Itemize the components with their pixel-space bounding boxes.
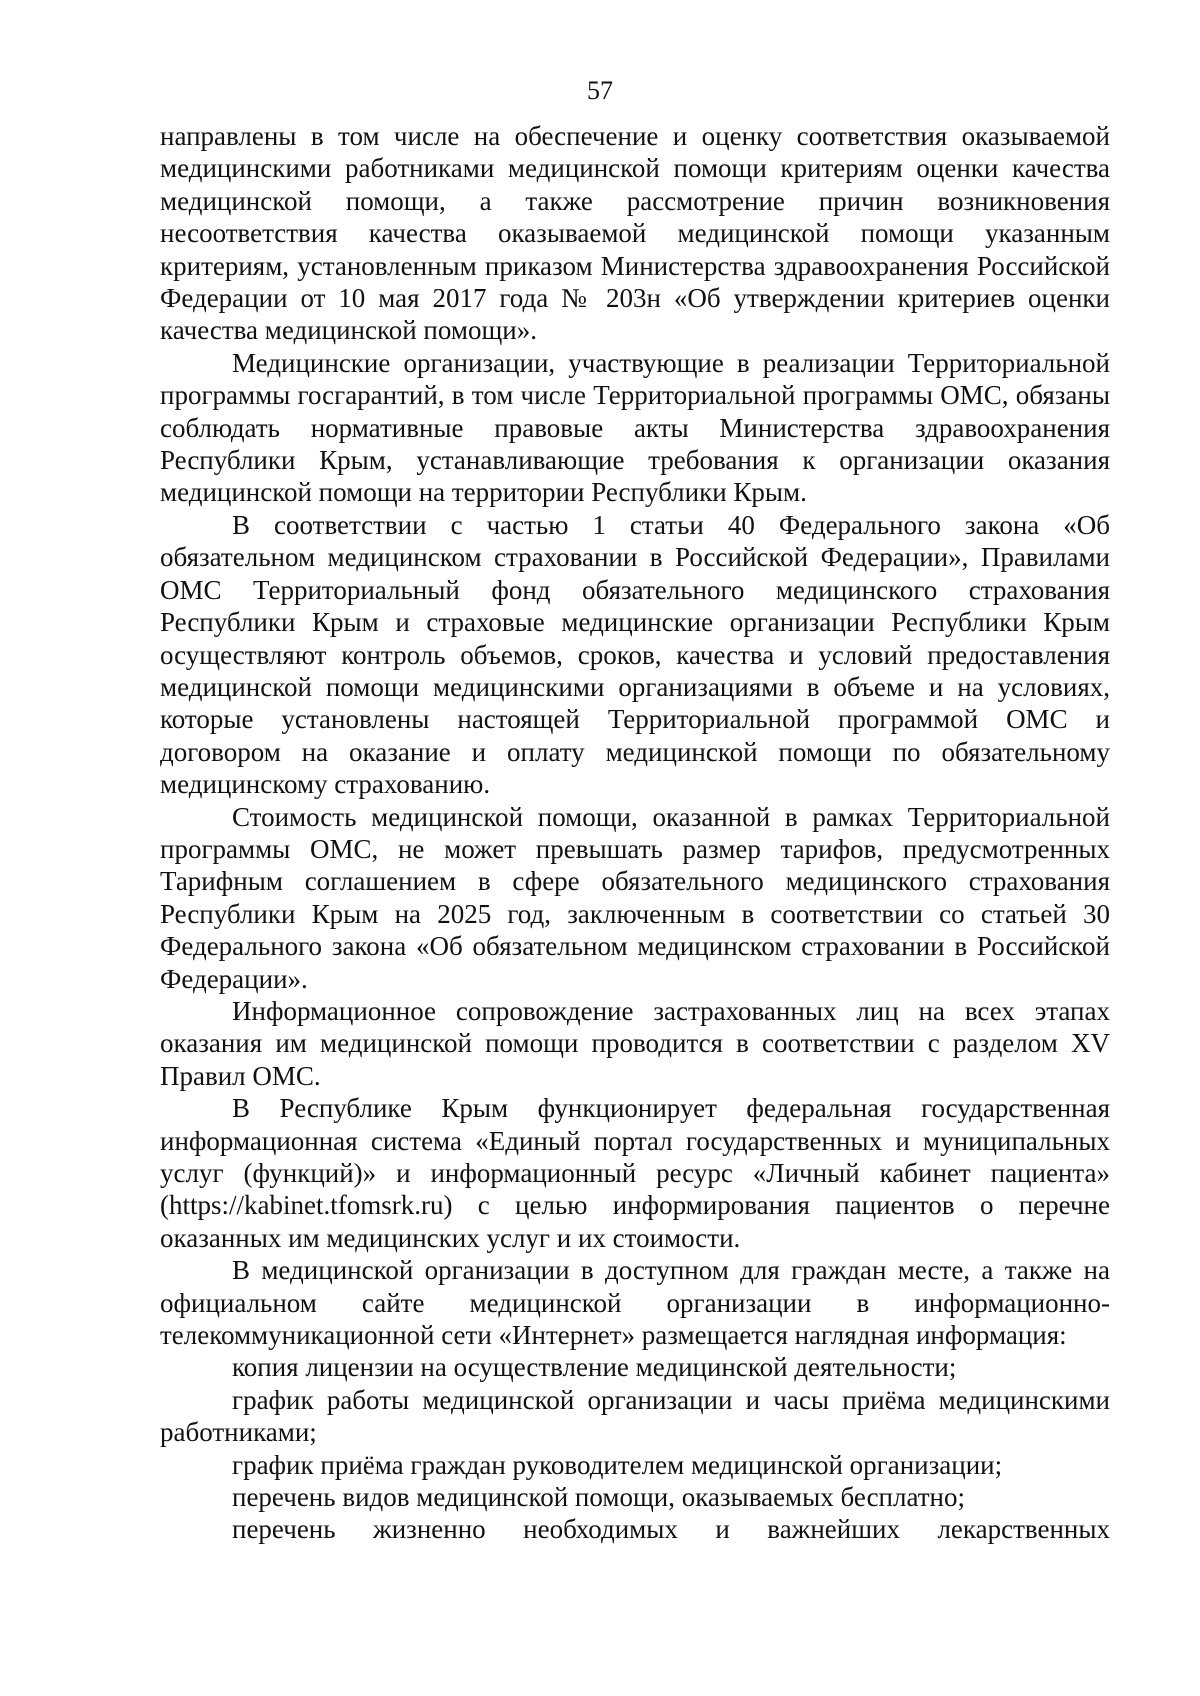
paragraph-patient-portal: В Республике Крым функционирует федеральная государственная информационная система «Единый портал государственных и муниципальных услуг (функций)» и информационный ресурс «Личный кабинет пациента» (https://kabinet.tfomsrk.ru) с целью информирования пациентов о перечне оказанных им медицинских услуг и их стоимости. [160,1093,1110,1253]
list-item-work-schedule: график работы медицинской организации и часы приёма медицинскими работниками; [160,1384,1110,1448]
list-item-free-care: перечень видов медицинской помощи, оказываемых бесплатно; [232,1482,966,1513]
paragraph-continuation: направлены в том числе на обеспечение и оценку соответствия оказываемой медицинскими работниками медицинской помощи критериям оценки качества медицинской помощи, а также рассмотрение причин возникновения несоответствия качества оказываемой медицинской помощи указанным критериям, установленным приказом Министерства здравоохранения Российской Федерации от 10 мая 2017 года № 203н «Об утверждении критериев оценки качества медицинской помощи». [160,121,1110,346]
paragraph-tariffs: Стоимость медицинской помощи, оказанной в рамках Территориальной программы ОМС, не может превышать размер тарифов, предусмотренных Тарифным соглашением в сфере обязательного медицинского страхования Республики Крым на 2025 год, заключенным в соответствии со статьей 30 Федерального закона «Об обязательном медицинском страховании в Российской Федерации». [160,801,1110,994]
paragraph-medical-organizations: Медицинские организации, участвующие в реализации Территориальной программы госгарантий, в том числе Территориальной программы ОМС, обязаны соблюдать нормативные правовые акты Министерства здравоохранения Республики Крым, устанавливающие требования к организации оказания медицинской помощи на территории Республики Крым. [160,347,1110,508]
paragraph-oms-control: В соответствии с частью 1 статьи 40 Федерального закона «Об обязательном медицинском страховании в Российской Федерации», Правилами ОМС Территориальный фонд обязательного медицинского страхования Республики Крым и страховые медицинские организации Республики Крым осуществляют контроль объемов, сроков, качества и условий предоставления медицинской помощи медицинскими организациями в объеме и на условиях, которые установлены настоящей Территориальной программой ОМС и договором на оказание и оплату медицинской помощи по обязательному медицинскому страхованию. [160,509,1110,800]
document-body [160,120,1110,1546]
paragraph-information-support: Информационное сопровождение застрахованных лиц на всех этапах оказания им медицинской помощи проводится в соответствии с разделом XV Правил ОМС. [160,995,1110,1091]
list-item-head-reception: график приёма граждан руководителем медицинской организации; [232,1449,1003,1480]
list-item-medicines: перечень жизненно необходимых и важнейших лекарственных [232,1514,1110,1545]
paragraph-visual-information: В медицинской организации в доступном для граждан месте, а также на официальном сайте медицинской организации в информационно-телекоммуникационной сети «Интернет» размещается наглядная информация: [160,1255,1110,1351]
page-number: 57 [587,76,613,105]
list-item-license: копия лицензии на осуществление медицинской деятельности; [232,1352,957,1383]
